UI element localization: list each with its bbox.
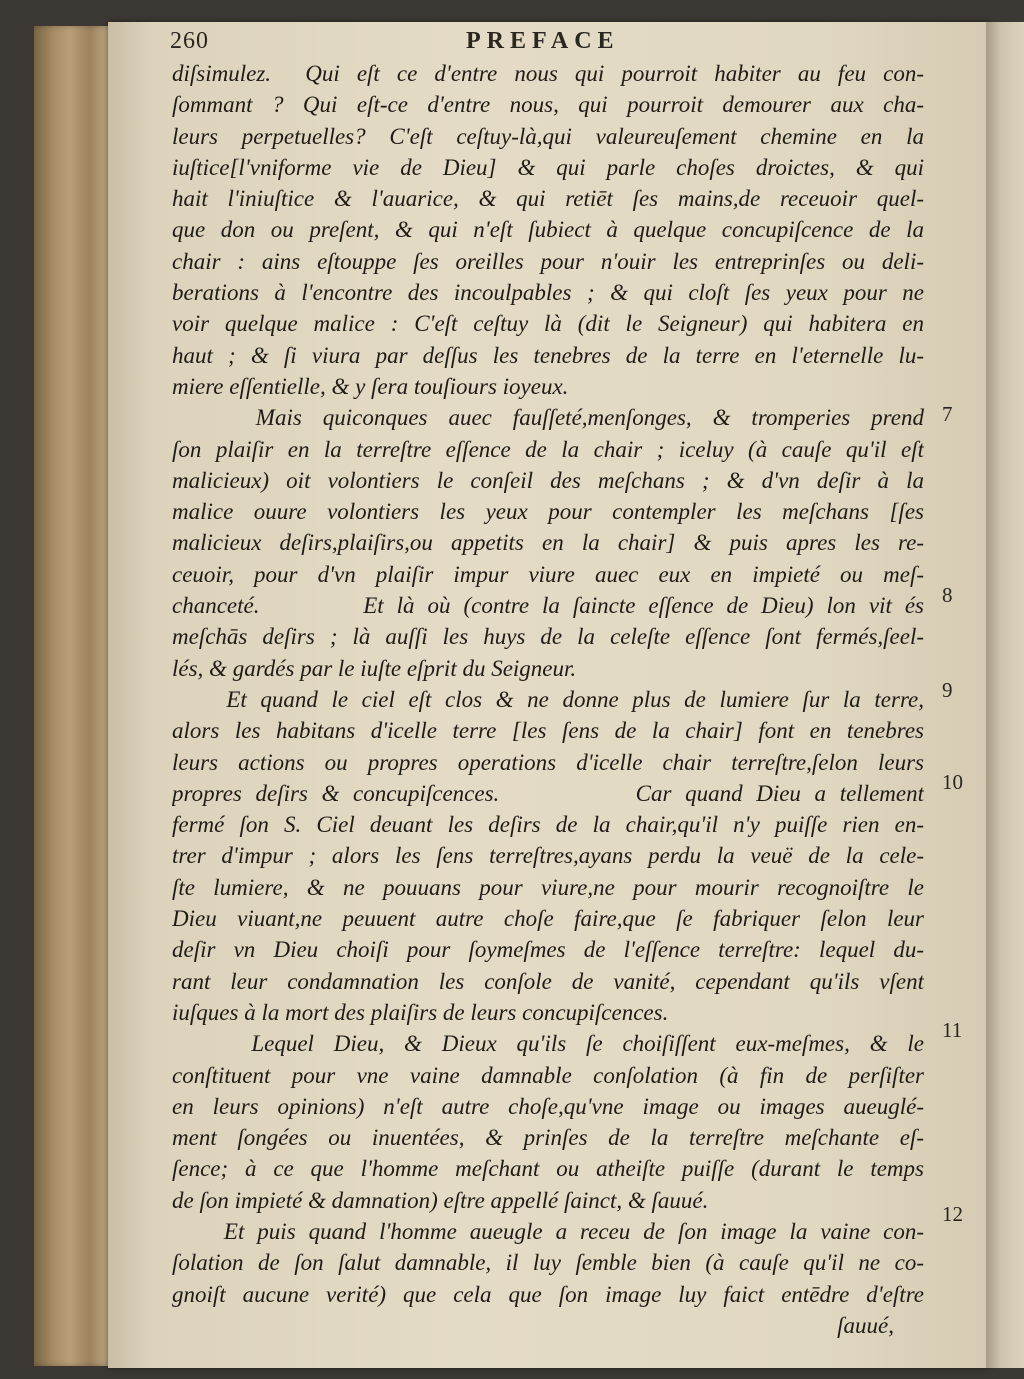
text-line: de ſon impieté & damnation) eſtre appellé ſainct, & ſauué.: [172, 1187, 709, 1213]
text-line: Et puis quand l'homme aueugle a receu de ſon image la vaine con-: [172, 1218, 924, 1244]
page-number: 260: [170, 28, 209, 54]
text-line: deſir vn Dieu choiſi pour ſoymeſmes de l'eſſence terreſtre: lequel du-: [172, 937, 924, 963]
verse-number: 10: [942, 770, 963, 794]
text-line: ceuoir, pour d'vn plaiſir impur viure auec eux en impieté ou meſ-: [172, 561, 924, 587]
text-line: malicieux) oit volontiers le conſeil des meſchans ; & d'vn deſir à la: [172, 467, 924, 493]
text-line: rant leur condamnation les conſole de vanité, cependant qu'ils vſent: [172, 968, 924, 994]
text-line: meſchās deſirs ; là auſſi les huys de la celeſte eſſence ſont fermés,ſeel-: [172, 624, 924, 650]
text-line: trer d'impur ; alors les ſens terreſtres,ayans perdu la veuë de la cele-: [172, 843, 924, 869]
text-line: en leurs opinions) n'eſt autre choſe,qu'vne image ou images aueuglé-: [172, 1093, 924, 1119]
text-line: chanceté. Et là où (contre la ſaincte eſſence de Dieu) lon vit és: [172, 593, 924, 619]
verse-number: 7: [942, 402, 953, 426]
running-head: [170, 26, 960, 56]
verse-number: 9: [942, 678, 953, 702]
text-line: iuſtice[l'vniforme vie de Dieu] & qui parle choſes droictes, & qui: [172, 154, 924, 180]
book-fore-edge: [34, 26, 114, 1366]
facing-page-edge: [986, 22, 1024, 1368]
body-text: [172, 58, 924, 1341]
text-line: Lequel Dieu, & Dieux qu'ils ſe choiſiſſent eux-meſmes, & le: [172, 1031, 924, 1057]
text-line: lés, & gardés par le iuſte eſprit du Seigneur.: [172, 655, 577, 681]
verse-number: 12: [942, 1202, 963, 1226]
text-line: que don ou preſent, & qui n'eſt ſubiect à quelque concupiſcence de la: [172, 217, 924, 243]
text-line: ſommant ? Qui eſt-ce d'entre nous, qui pourroit demourer aux cha-: [172, 92, 924, 118]
text-line: ſolation de ſon ſalut damnable, il luy ſemble bien (à cauſe qu'il ne co-: [172, 1250, 924, 1276]
text-line: voir quelque malice : C'eſt ceſtuy là (dit le Seigneur) qui habitera en: [172, 311, 924, 337]
text-line: leurs perpetuelles? C'eſt ceſtuy-là,qui valeureuſement chemine en la: [172, 123, 924, 149]
text-line: fermé ſon S. Ciel deuant les deſirs de la chair,qu'il n'y puiſſe rien en-: [172, 812, 924, 838]
text-line: ſon plaiſir en la terreſtre eſſence de la chair ; iceluy (à cauſe qu'il eſt: [172, 436, 924, 462]
text-line: ſauué,: [837, 1312, 894, 1338]
text-line: miere eſſentielle, & y ſera touſiours ioyeux.: [172, 373, 569, 399]
text-line: diſsimulez. Qui eſt ce d'entre nous qui pourroit habiter au feu con-: [172, 61, 924, 86]
text-line: leurs actions ou propres operations d'icelle chair terreſtre,ſelon leurs: [172, 749, 924, 775]
text-line: malice ouure volontiers les yeux pour contempler les meſchans [ſes: [172, 499, 924, 525]
text-line: Mais quiconques auec fauſſeté,menſonges, & tromperies prend: [172, 405, 924, 431]
text-line: ment ſongées ou inuentées, & prinſes de la terreſtre meſchante eſ-: [172, 1125, 924, 1151]
text-line: propres deſirs & concupiſcences. Car quand Dieu a tellement: [172, 780, 924, 806]
text-line: gnoiſt aucune verité) que cela que ſon image luy faict entēdre d'eſtre: [172, 1281, 924, 1307]
text-line: iuſques à la mort des plaiſirs de leurs concupiſcences.: [172, 999, 669, 1025]
running-title: PREFACE: [466, 28, 620, 54]
text-line: chair : ains eſtouppe ſes oreilles pour n'ouir les entreprinſes ou deli-: [172, 248, 924, 274]
text-line: haut ; & ſi viura par deſſus les tenebres de la terre en l'eternelle lu-: [172, 342, 924, 368]
text-line: hait l'iniuſtice & l'auarice, & qui retiēt ſes mains,de receuoir quel-: [172, 186, 924, 212]
verse-number: 11: [942, 1018, 963, 1042]
text-line: ſte lumiere, & ne pouuans pour viure,ne pour mourir recognoiſtre le: [172, 874, 924, 900]
text-line: conſtituent pour vne vaine damnable conſolation (à fin de perſiſter: [172, 1062, 924, 1088]
text-line: ſence; à ce que l'homme meſchant ou atheiſte puiſſe (durant le temps: [172, 1156, 924, 1182]
text-line: Et quand le ciel eſt clos & ne donne plus de lumiere ſur la terre,: [172, 686, 924, 712]
text-line: berations à l'encontre des incoulpables ; & qui cloſt ſes yeux pour ne: [172, 280, 924, 306]
text-line: alors les habitans d'icelle terre [les ſens de la chair] font en tenebres: [172, 718, 924, 744]
text-line: malicieux deſirs,plaiſirs,ou appetits en la chair] & puis apres les re-: [172, 530, 924, 556]
text-line: Dieu viuant,ne peuuent autre choſe faire,que ſe fabriquer ſelon leur: [172, 906, 924, 932]
verse-number: 8: [942, 583, 953, 607]
